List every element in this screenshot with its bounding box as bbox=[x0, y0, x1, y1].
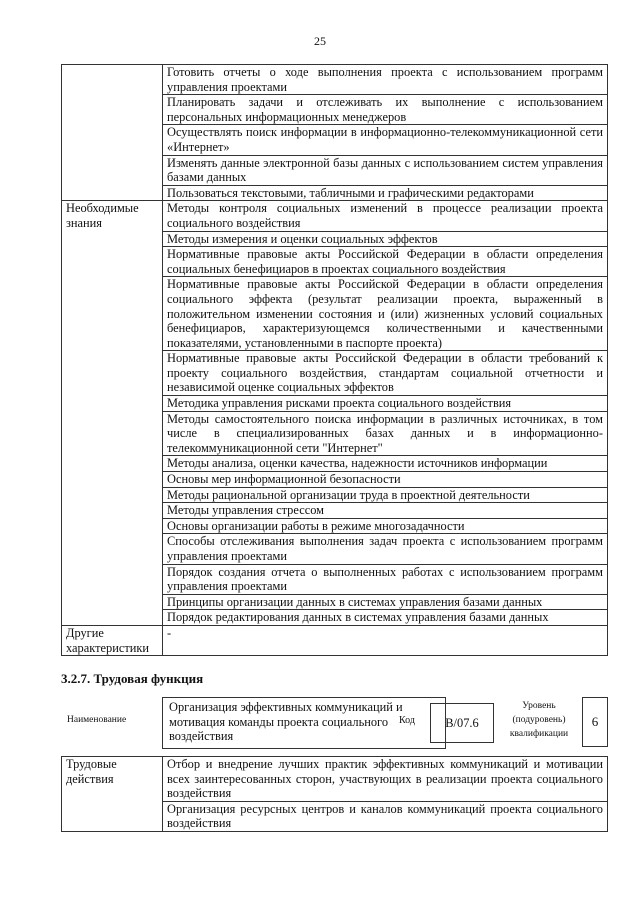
function-header bbox=[61, 697, 607, 749]
table-row bbox=[62, 625, 608, 655]
requirements-table bbox=[61, 64, 608, 656]
level-value: 6 bbox=[591, 714, 599, 729]
knowledge-item: Принципы организации данных в системах управления базами данных bbox=[163, 594, 608, 610]
code-value: B/07.6 bbox=[445, 716, 479, 730]
name-value: Организация эффективных коммуникаций и мотивация команды проекта социального воздействия bbox=[169, 700, 403, 744]
action-item: Отбор и внедрение лучших практик эффективных коммуникаций и мотивации всех заинтересованных сторон, участвующих в реализации проекта социального воздействия bbox=[163, 757, 608, 802]
knowledge-item: Порядок создания отчета о выполненных работах с использованием программ управления проектами bbox=[163, 564, 608, 594]
knowledge-item: Методы измерения и оценки социальных эффектов bbox=[163, 231, 608, 247]
skill-item: Изменять данные электронной базы данных с использованием систем управления базами данных bbox=[163, 155, 608, 185]
level-box bbox=[582, 697, 608, 747]
knowledge-item: Нормативные правовые акты Российской Федерации в области определения социального эффекта (результат реализации проекта, выраженный в положительном изменении состояния и (или) жизненных условий социальных бенефициаров, характеризующемся количественными и качественными показателями, установленными в паспорте проекта) bbox=[163, 277, 608, 351]
skill-item: Пользоваться текстовыми, табличными и графическими редакторами bbox=[163, 185, 608, 201]
knowledge-item: Способы отслеживания выполнения задач проекта с использованием программ управления проектами bbox=[163, 534, 608, 564]
name-label: Наименование bbox=[67, 715, 127, 725]
level-label: Уровень (подуровень) квалификации bbox=[509, 701, 569, 739]
knowledge-item: Методы самостоятельного поиска информации в различных источниках, в том числе в специализированных базах данных и в информационно-телекоммуникационной сети "Интернет" bbox=[163, 411, 608, 456]
knowledge-item: Методика управления рисками проекта социального воздействия bbox=[163, 396, 608, 412]
code-box bbox=[430, 703, 494, 743]
knowledge-item: Нормативные правовые акты Российской Федерации в области определения социальных бенефициаров в проектах социального воздействия bbox=[163, 247, 608, 277]
knowledge-item: Основы мер информационной безопасности bbox=[163, 472, 608, 488]
section-title: 3.2.7. Трудовая функция bbox=[61, 671, 204, 686]
knowledge-label: Необходимые знания bbox=[62, 201, 163, 626]
knowledge-item: Методы управления стрессом bbox=[163, 503, 608, 519]
table-row bbox=[62, 65, 608, 95]
page-number: 25 bbox=[314, 34, 326, 48]
other-value: - bbox=[163, 625, 608, 655]
knowledge-item: Нормативные правовые акты Российской Федерации в области требований к проекту социального воздействия, стандартам социальной отчетности и независимой оценке социальных эффектов bbox=[163, 351, 608, 396]
knowledge-item: Методы рациональной организации труда в проектной деятельности bbox=[163, 487, 608, 503]
code-label: Код bbox=[399, 715, 415, 726]
skills-label-cell bbox=[62, 65, 163, 201]
skill-item: Планировать задачи и отслеживать их выполнение с использованием персональных информационных менеджеров bbox=[163, 95, 608, 125]
knowledge-item: Методы контроля социальных изменений в процессе реализации проекта социального воздействия bbox=[163, 201, 608, 231]
table-row bbox=[62, 757, 608, 802]
table-row bbox=[62, 201, 608, 231]
knowledge-item: Порядок редактирования данных в системах управления базами данных bbox=[163, 610, 608, 626]
skill-item: Готовить отчеты о ходе выполнения проекта с использованием программ управления проектами bbox=[163, 65, 608, 95]
knowledge-item: Основы организации работы в режиме многозадачности bbox=[163, 518, 608, 534]
action-item: Организация ресурсных центров и каналов коммуникаций проекта социального воздействия bbox=[163, 801, 608, 831]
actions-label: Трудовые действия bbox=[62, 757, 163, 832]
actions-table bbox=[61, 756, 608, 832]
skill-item: Осуществлять поиск информации в информационно-телекоммуникационной сети «Интернет» bbox=[163, 125, 608, 155]
other-label: Другие характеристики bbox=[62, 625, 163, 655]
knowledge-item: Методы анализа, оценки качества, надежности источников информации bbox=[163, 456, 608, 472]
